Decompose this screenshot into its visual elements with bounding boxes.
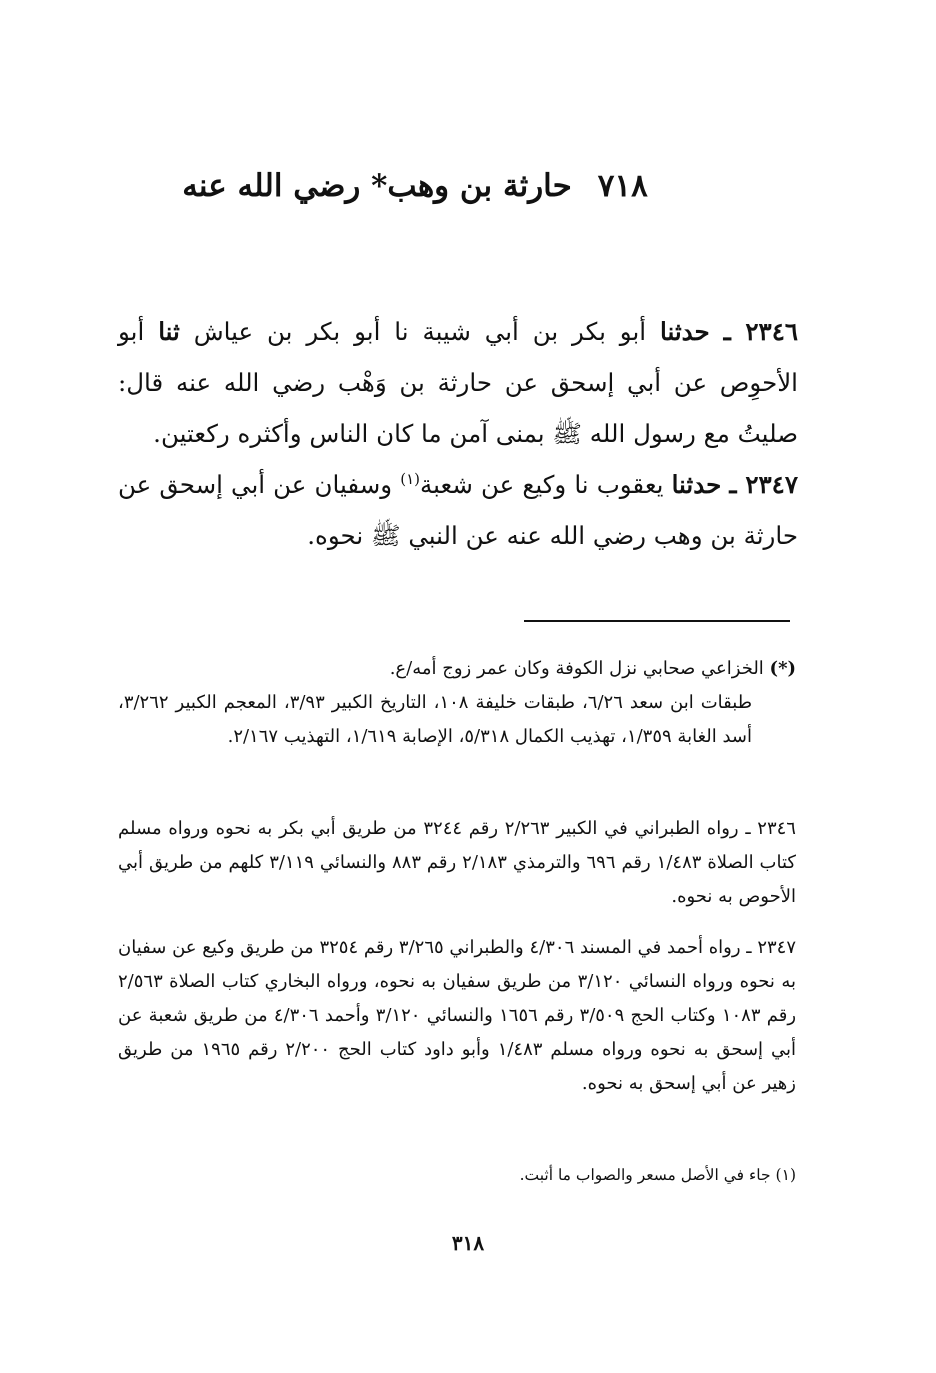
hadith-number: ٢٣٤٧ ـ <box>729 470 798 499</box>
hadith-opener: حدثنا <box>659 317 710 346</box>
biography-text: الخزاعي صحابي نزل الكوفة وكان عمر زوج أمه/ع. <box>389 658 764 679</box>
hadith-text: يعقوب نا وكيع عن شعبة <box>420 470 664 499</box>
footnote-text: جاء في الأصل مسعر والصواب ما أثبت. <box>519 1166 771 1184</box>
hadith-2346 <box>118 306 798 459</box>
footnote-takhrij-2347 <box>118 931 796 1101</box>
hadith-number: ٢٣٤٦ ـ <box>723 317 799 346</box>
chapter-number: ٧١٨ <box>597 168 648 204</box>
footnote-variant <box>118 1160 796 1190</box>
footnote-lead: ٢٣٤٦ ـ <box>745 818 796 839</box>
chapter-title <box>120 158 710 214</box>
footnote-takhrij-2346 <box>118 812 796 914</box>
footnote-separator <box>524 620 790 622</box>
biography-first-line <box>118 652 796 686</box>
hadith-text: وسفيان عن أبي إسحق عن حارثة بن وهب رضي الله عنه عن النبي ﷺ نحوه. <box>118 470 798 550</box>
hadith-emphasis: ثنا <box>158 317 180 346</box>
chapter-name: حارثة بن وهب* رضي الله عنه <box>182 168 572 204</box>
hadith-text: أبو بكر بن أبي شيبة نا أبو بكر بن عياش <box>193 317 647 346</box>
hadith-opener: حدثنا <box>671 470 722 499</box>
footnote-lead: ٢٣٤٧ ـ <box>746 937 796 958</box>
footnote-biography <box>118 652 796 754</box>
footnote-marker: (١) <box>775 1166 796 1184</box>
footnote-reference: (١) <box>400 469 420 488</box>
biography-sources: طبقات ابن سعد ٦/٢٦، طبقات خليفة ١٠٨، التاريخ الكبير ٣/٩٣، المعجم الكبير ٣/٢٦٢، أسد الغابة ١/٣٥٩، تهذيب الكمال ٥/٣١٨، الإصابة ١/٦١٩، التهذيب ٢/١٦٧. <box>118 692 753 747</box>
hadith-2347 <box>118 459 798 561</box>
hadith-text: أبو الأحوِص عن أبي إسحق عن حارثة بن وَهْب رضي الله عنه قال: صليتُ مع رسول الله ﷺ بمنى آمن ما كان الناس وأكثره ركعتين. <box>118 317 798 448</box>
page-number: ٣١٨ <box>451 1231 485 1255</box>
footnote-marker: (*) <box>769 658 796 679</box>
footnote-text: رواه أحمد في المسند ٤/٣٠٦ والطبراني ٣/٢٦٥ رقم ٣٢٥٤ من طريق وكيع عن سفيان به نحوه ورواه النسائي ٣/١٢٠ من طريق سفيان به نحوه، ورواه البخاري كتاب الصلاة ٢/٥٦٣ رقم ١٠٨٣ وكتاب الحج ٣/٥٠٩ رقم ١٦٥٦ والنسائي ٣/١٢٠ وأحمد ٤/٣٠٦ من طريق شعبة عن أبي إسحق به نحوه ورواه مسلم ١/٤٨٣ وأبو داود كتاب الحج ٢/٢٠٠ رقم ١٩٦٥ من طريق زهير عن أبي إسحق به نحوه. <box>118 937 797 1094</box>
footnote-text: رواه الطبراني في الكبير ٢/٢٦٣ رقم ٣٢٤٤ من طريق أبي بكر به نحوه ورواه مسلم كتاب الصلاة ١/٤٨٣ رقم ٦٩٦ والترمذي ٢/١٨٣ رقم ٨٨٣ والنسائي ٣/١١٩ كلهم من طريق أبي الأحوص به نحوه. <box>118 818 796 907</box>
